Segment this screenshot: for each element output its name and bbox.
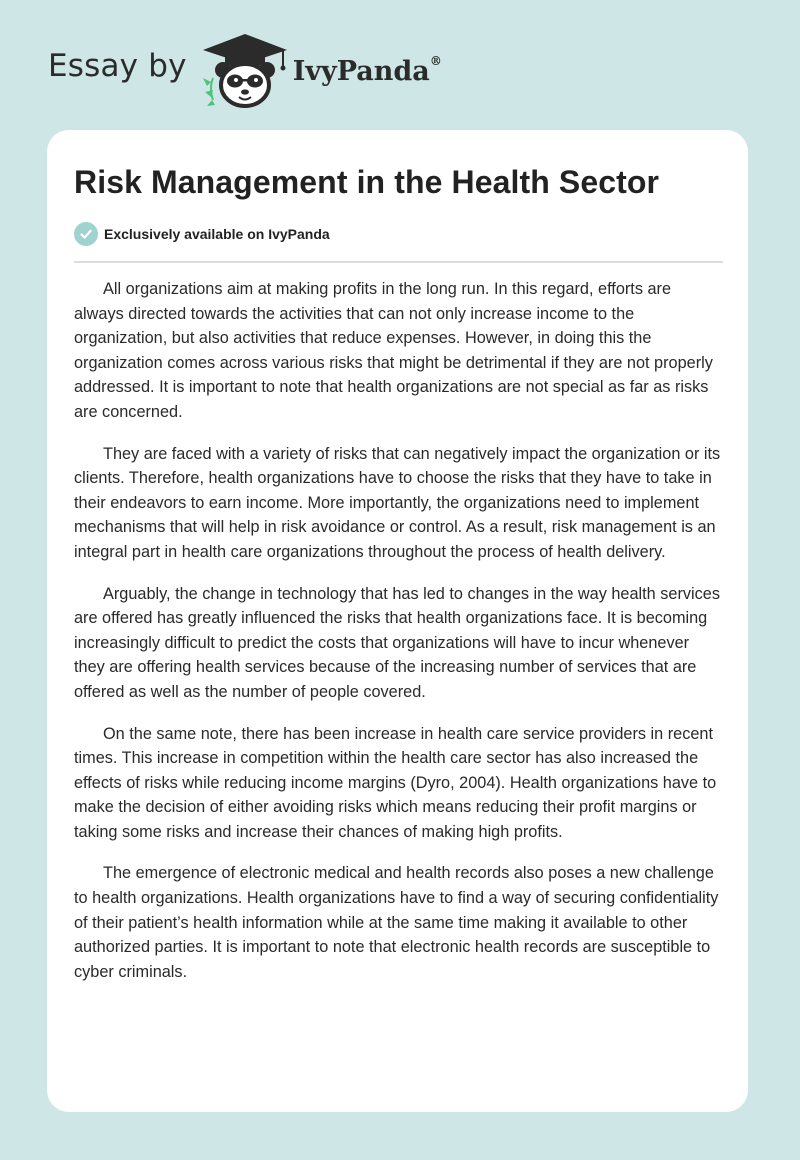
paragraph: On the same note, there has been increase in health care service providers in recent times. This increase in competition within the health care sector has also increased the effects of risks while reducing income margins (Dyro, 2004). Health organizations have to make the decision of either avoiding risks which means reducing their profit margins or taking some risks and increase their chances of making high profits.	[74, 724, 717, 841]
page-title: Risk Management in the Health Sector	[74, 164, 660, 200]
paragraph: All organizations aim at making profits in the long run. In this regard, efforts are always directed towards the activities that can not only increase income to the organization, but also activities that reduce expenses. However, in doing this the organization comes across various risks that might be detrimental if they are not properly addressed. It is important to note that health organizations are not special as far as risks are concerned.	[74, 280, 713, 421]
essay-body	[74, 277, 724, 1001]
essay-card	[47, 130, 748, 1112]
paragraph: The emergence of electronic medical and health records also poses a new challenge to health organizations. Health organizations have to find a way of securing confidentiality of their patient’s health information while at the same time making it available to other authorized parties. It is important to note that electronic health records are susceptible to cyber criminals.	[74, 864, 719, 981]
paragraph: They are faced with a variety of risks that can negatively impact the organization or its clients. Therefore, health organizations have to choose the risks that they have to take in their endeavors to earn income. More importantly, the organizations need to implement mechanisms that will help in risk avoidance or control. As a result, risk management is an integral part in health care organizations throughout the process of health delivery.	[74, 444, 721, 561]
paragraph: Arguably, the change in technology that has led to changes in the way health services are offered has greatly influenced the risks that health organizations face. It is becoming increasingly difficult to predict the costs that organizations will have to incur whenever they are offering health services because of the increasing number of services that are offered as well as the number of people covered.	[74, 584, 720, 701]
check-icon	[74, 222, 98, 246]
exclusive-badge	[74, 222, 330, 246]
ivypanda-logo[interactable]	[199, 30, 291, 110]
badge-label: Exclusively available on IvyPanda	[104, 226, 330, 242]
essay-by-label: Essay by	[48, 48, 187, 84]
brand-text: IvyPanda	[292, 55, 430, 87]
divider	[74, 261, 723, 263]
brand-name[interactable]	[292, 53, 442, 87]
registered-mark: ®	[429, 53, 442, 68]
site-header	[48, 30, 442, 110]
panda-icon	[199, 30, 291, 110]
